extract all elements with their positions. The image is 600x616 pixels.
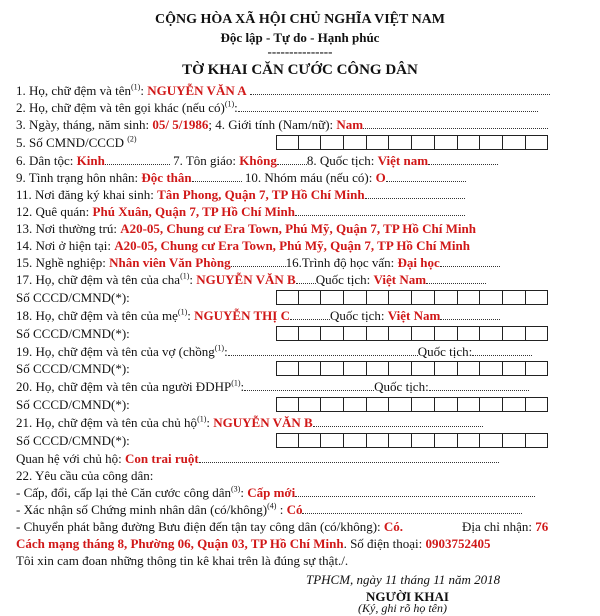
signature-date: TPHCM, ngày 11 tháng 11 năm 2018 bbox=[306, 572, 501, 587]
field-18: 18. Họ, chữ đệm và tên của mẹ$^{(1)}$: NGUYỄN THỊ C Quốc tịch: Việt Nam bbox=[16, 308, 500, 324]
request-2-value: Có bbox=[286, 502, 303, 517]
household-head-value: NGUYỄN VĂN B bbox=[213, 415, 313, 430]
request-3-value: Có. bbox=[383, 519, 404, 534]
signature-note: (Ký, ghi rõ họ tên) bbox=[358, 601, 447, 615]
field-21: 21. Họ, chữ đệm và tên của chủ hộ$^{(1)}$: NGUYỄN VĂN B bbox=[16, 415, 483, 431]
field-17: 17. Họ, chữ đệm và tên của cha$^{(1)}$: NGUYỄN VĂN B Quốc tịch: Việt Nam bbox=[16, 272, 486, 288]
field-22: 22. Yêu cầu của công dân: bbox=[16, 468, 154, 483]
occupation-value: Nhân viên Văn Phòng bbox=[109, 255, 231, 270]
guardian-id-label: Số CCCD/CMND(*): bbox=[16, 397, 130, 412]
field-1: 1. Họ, chữ đệm và tên$^{(1)}$: NGUYỄN VĂN A bbox=[16, 83, 550, 99]
household-id-boxes[interactable] bbox=[276, 433, 548, 448]
relationship-line: Quan hệ với chủ hộ: Con trai ruột bbox=[16, 451, 499, 467]
father-name-value: NGUYỄN VĂN B bbox=[196, 272, 296, 287]
spouse-id-boxes[interactable] bbox=[276, 361, 548, 376]
mother-nationality-value: Việt Nam bbox=[387, 308, 441, 323]
field-6-7-8: 6. Dân tộc: Kinh 7. Tôn giáo: Không 8. Quốc tịch: Việt nam bbox=[16, 153, 498, 169]
father-id-label: Số CCCD/CMND(*): bbox=[16, 290, 130, 305]
guardian-id-boxes[interactable] bbox=[276, 397, 548, 412]
field-19: 19. Họ, chữ đệm và tên của vợ (chồng$^{(1)}$: Quốc tịch: bbox=[16, 344, 532, 360]
mother-id-boxes[interactable] bbox=[276, 326, 548, 341]
mother-id-label: Số CCCD/CMND(*): bbox=[16, 326, 130, 341]
field-5: 5. Số CMND/CCCD $^{(2)}$ bbox=[16, 134, 137, 150]
spouse-id-label: Số CCCD/CMND(*): bbox=[16, 361, 130, 376]
separator: --------------- bbox=[267, 44, 333, 59]
blood-type-value: O bbox=[375, 170, 386, 185]
field-2: 2. Họ, chữ đệm và tên gọi khác (nếu có)$^{(1)}$: bbox=[16, 100, 538, 116]
field-9-10: 9. Tình trạng hôn nhân: Độc thân 10. Nhóm máu (nếu có): O bbox=[16, 170, 466, 186]
nationality-value: Việt nam bbox=[377, 153, 429, 168]
marital-value: Độc thân bbox=[141, 170, 192, 185]
field-14: 14. Nơi ở hiện tại: A20-05, Chung cư Era Town, Phú Mỹ, Quận 7, TP Hồ Chí Minh bbox=[16, 238, 471, 253]
field-15-16: 15. Nghề nghiệp: Nhân viên Văn Phòng 16.Trình độ học vấn: Đại học bbox=[16, 255, 500, 271]
father-nationality-value: Việt Nam bbox=[373, 272, 427, 287]
delivery-address-value: Cách mạng tháng 8, Phường 06, Quận 03, TP Hồ Chí Minh bbox=[16, 536, 344, 551]
request-2: - Xác nhận số Chứng minh nhân dân (có/không)$^{(4)}$ : Có bbox=[16, 502, 522, 518]
religion-value: Không bbox=[239, 153, 277, 168]
gender-value: Nam bbox=[336, 117, 364, 132]
request-3: - Chuyển phát bằng đường Bưu điện đến tận tay công dân (có/không): Có. bbox=[16, 519, 404, 534]
father-id-boxes[interactable] bbox=[276, 290, 548, 305]
dob-value: 05/ 5/1986 bbox=[152, 117, 209, 132]
motto: Độc lập - Tự do - Hạnh phúc bbox=[220, 30, 380, 45]
delivery-address-line: Cách mạng tháng 8, Phường 06, Quận 03, TP Hồ Chí Minh. Số điện thoại: 0903752405 bbox=[16, 536, 491, 551]
permanent-address-value: A20-05, Chung cư Era Town, Phú Mỹ, Quận 7, TP Hồ Chí Minh bbox=[120, 221, 476, 236]
phone-value: 0903752405 bbox=[425, 536, 491, 551]
relationship-value: Con trai ruột bbox=[125, 451, 199, 466]
field-20: 20. Họ, chữ đệm và tên của người ĐDHP$^{(1)}$: Quốc tịch: bbox=[16, 379, 529, 395]
field-11: 11. Nơi đăng ký khai sinh: Tân Phong, Quận 7, TP Hồ Chí Minh bbox=[16, 187, 465, 203]
birth-register-value: Tân Phong, Quận 7, TP Hồ Chí Minh bbox=[157, 187, 365, 202]
delivery-address-label: Địa chỉ nhận: 76 bbox=[462, 519, 549, 534]
field-12: 12. Quê quán: Phú Xuân, Quận 7, TP Hồ Chí Minh bbox=[16, 204, 465, 220]
pledge: Tôi xin cam đoan những thông tin kê khai trên là đúng sự thật./. bbox=[16, 553, 349, 568]
country-heading: CỘNG HÒA XÃ HỘI CHỦ NGHĨA VIỆT NAM bbox=[154, 12, 445, 27]
id-number-boxes[interactable] bbox=[276, 135, 548, 150]
household-id-label: Số CCCD/CMND(*): bbox=[16, 433, 130, 448]
delivery-address-number: 76 bbox=[535, 519, 549, 534]
full-name-value: NGUYỄN VĂN A bbox=[147, 83, 247, 98]
mother-name-value: NGUYỄN THỊ C bbox=[194, 308, 290, 323]
signature-title: NGƯỜI KHAI bbox=[366, 589, 449, 604]
current-address-value: A20-05, Chung cư Era Town, Phú Mỹ, Quận 7, TP Hồ Chí Minh bbox=[114, 238, 471, 253]
request-1-value: Cấp mới bbox=[247, 485, 296, 500]
request-1: - Cấp, đổi, cấp lại thẻ Căn cước công dân$^{(3)}$: Cấp mới bbox=[16, 485, 535, 501]
form-title: TỜ KHAI CĂN CƯỚC CÔNG DÂN bbox=[182, 62, 418, 78]
field-3-4: 3. Ngày, tháng, năm sinh: 05/ 5/1986; 4. Giới tính (Nam/nữ): Nam bbox=[16, 117, 548, 133]
field-13: 13. Nơi thường trú: A20-05, Chung cư Era Town, Phú Mỹ, Quận 7, TP Hồ Chí Minh bbox=[16, 221, 476, 236]
education-value: Đại học bbox=[397, 255, 440, 270]
hometown-value: Phú Xuân, Quận 7, TP Hồ Chí Minh bbox=[92, 204, 295, 219]
ethnicity-value: Kinh bbox=[76, 153, 105, 168]
